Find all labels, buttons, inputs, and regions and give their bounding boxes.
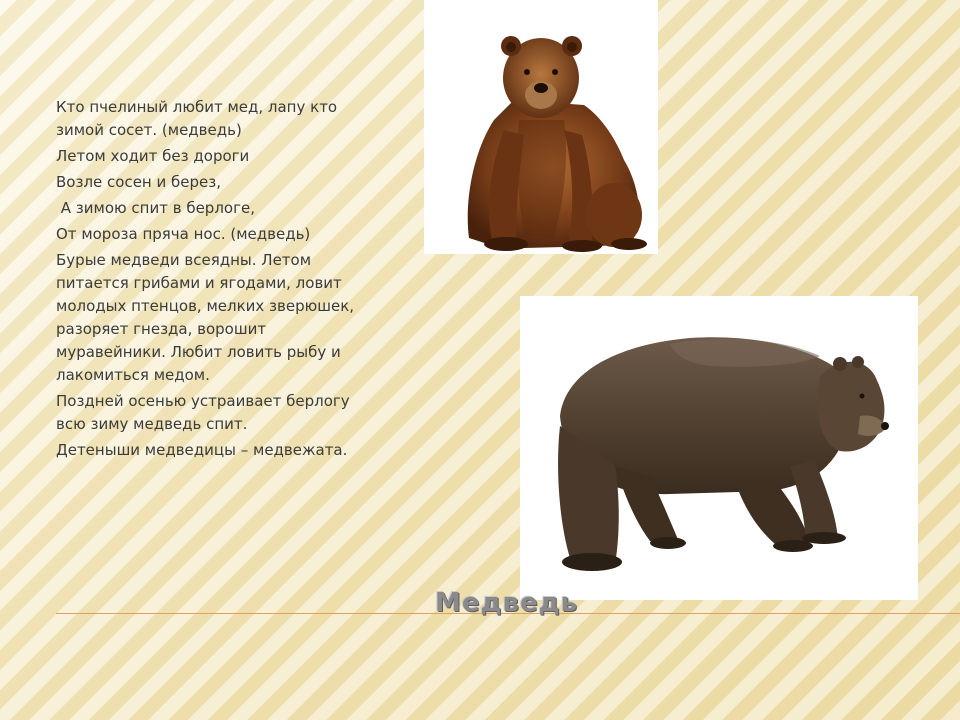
sitting-bear-image bbox=[424, 0, 658, 254]
paragraph-riddle-2-line-4: От мороза пряча нос. (медведь) bbox=[56, 225, 311, 243]
paragraph-diet: Бурые медведи всеядны. Летом питается грибами и ягодами, ловит молодых птенцов, мелких зверюшек, разоряет гнезда, ворошит муравейники. Любит ловить рыбу и лакомиться медом. bbox=[56, 251, 355, 384]
paragraph-riddle-2-line-3: А зимою спит в берлоге, bbox=[56, 199, 255, 217]
paragraph-cubs: Детеныши медведицы – медвежата. bbox=[56, 441, 348, 459]
paragraph-riddle-2-line-2: Возле сосен и берез, bbox=[56, 173, 221, 191]
paragraph-hibernation: Поздней осенью устраивает берлогу всю зиму медведь спит. bbox=[56, 392, 350, 433]
slide-title: Медведь bbox=[435, 588, 579, 618]
paragraph-riddle-2-line-1: Летом ходит без дороги bbox=[56, 147, 250, 165]
walking-bear-image bbox=[520, 296, 918, 600]
paragraph-riddle-1: Кто пчелиный любит мед, лапу кто зимой сосет. (медведь) bbox=[56, 98, 338, 139]
slide-text-body bbox=[56, 96, 366, 465]
